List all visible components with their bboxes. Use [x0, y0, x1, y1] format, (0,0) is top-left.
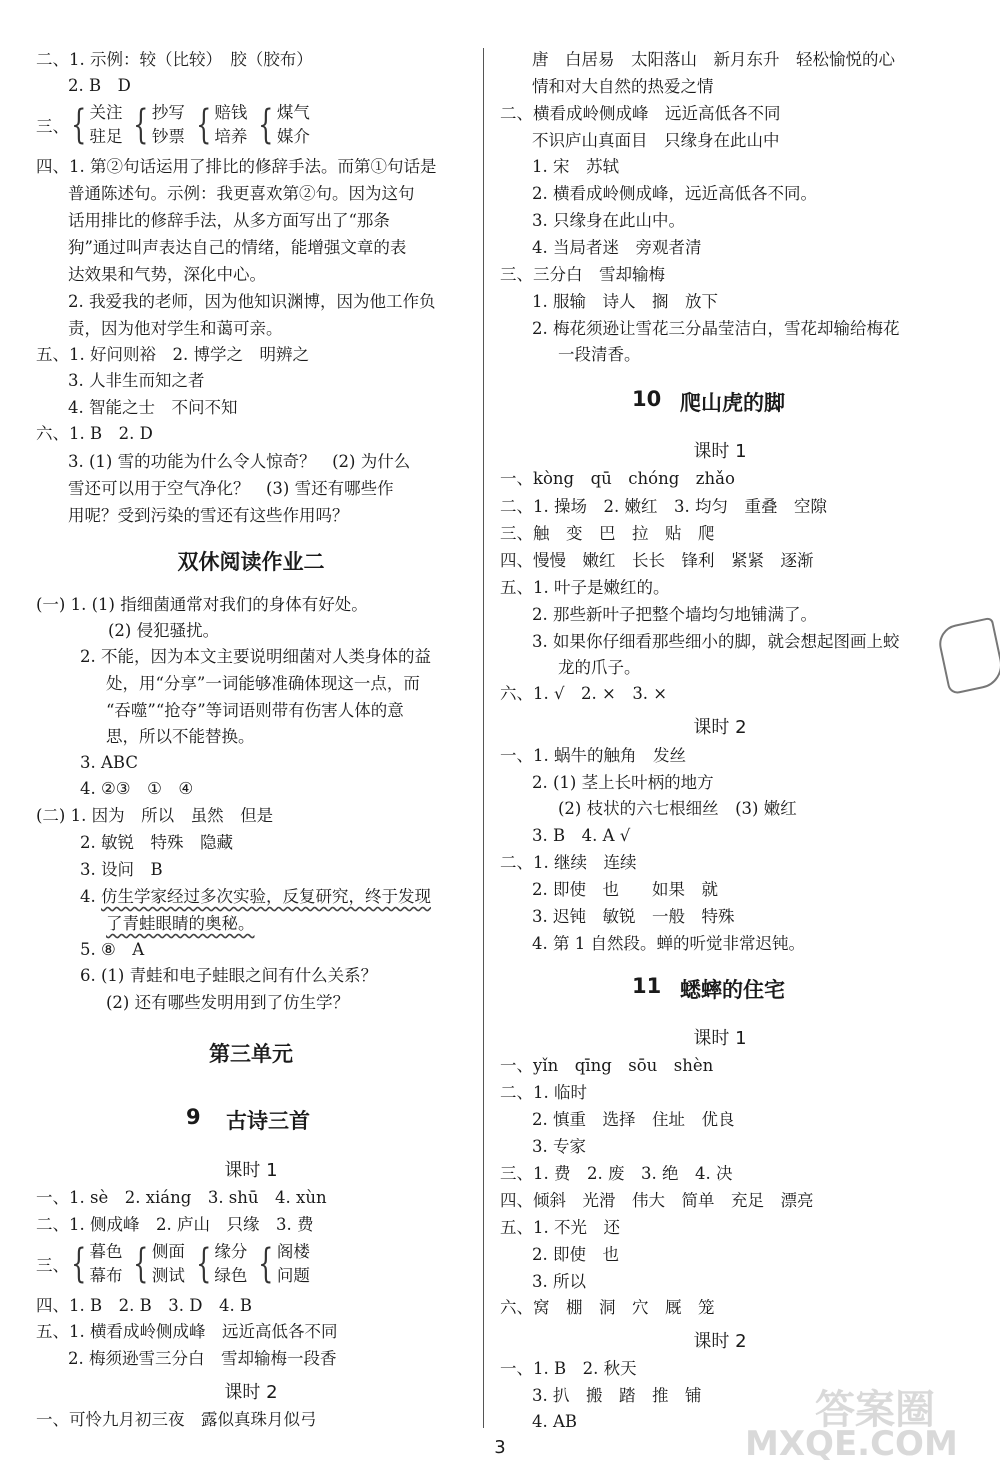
- answer-line: 话用排比的修辞手法，从多方面写出了“那条: [68, 211, 390, 230]
- word: 钞票: [151, 127, 185, 146]
- answer-line: 2. 梅须逊雪三分白 雪却输梅一段香: [68, 1349, 337, 1368]
- answer-line: 五、1. 不光 还: [500, 1218, 620, 1237]
- answer-line: 六、窝 棚 洞 穴 厩 笼: [500, 1298, 715, 1317]
- answer-line: 五、1. 横看成岭侧成峰 远近高低各不同: [36, 1322, 338, 1341]
- brace-icon: {: [71, 1241, 87, 1287]
- answer-line: 四、倾斜 光滑 伟大 简单 充足 漂亮: [500, 1191, 814, 1210]
- word: 侧面: [151, 1242, 185, 1261]
- answer-line: 2. B D: [68, 76, 131, 95]
- answer-line: (2) 侵犯骚扰。: [108, 621, 220, 640]
- answer-line: 一、kòng qū chóng zhǎo: [500, 469, 735, 488]
- answer-line: 六、1. √ 2. × 3. ×: [500, 684, 668, 703]
- answer-line: (2) 还有哪些发明用到了仿生学？: [106, 993, 350, 1012]
- answer-line: 二、1. 示例：较（比较） 胶（胶布）: [36, 50, 313, 69]
- answer-line: 二、1. 操场 2. 嫩红 3. 均匀 重叠 空隙: [500, 497, 827, 516]
- word: 培养: [214, 127, 248, 146]
- answer-line: 四、1. B 2. B 3. D 4. B: [36, 1296, 253, 1315]
- answer-line: 2. 敏锐 特殊 隐藏: [80, 833, 233, 852]
- lesson-title: 爬山虎的脚: [680, 391, 785, 415]
- answer-line: (一) 1. (1) 指细菌通常对我们的身体有好处。: [36, 595, 368, 614]
- word-pair: [152, 101, 185, 149]
- answer-line: 4. 第 1 自然段。蝉的听觉非常迟钝。: [532, 934, 805, 953]
- answer-line: (2) 枝状的六七根细丝 (3) 嫩红: [558, 799, 797, 818]
- word: 绿色: [214, 1266, 248, 1285]
- word-pair: [214, 101, 247, 149]
- item-label: 三、: [36, 1256, 69, 1275]
- word-pair: [277, 101, 310, 149]
- brace-icon: {: [195, 1241, 212, 1287]
- answer-line: 达效果和气势，深化中心。: [68, 265, 266, 284]
- answer-line: 4. 当局者迷 旁观者清: [532, 238, 702, 257]
- word: 驻足: [89, 127, 123, 146]
- answer-line: 思，所以不能替换。: [106, 727, 255, 746]
- lesson-period-heading: 课时 2: [693, 1331, 747, 1352]
- answer-line: 责，因为他对学生和蔼可亲。: [68, 319, 283, 338]
- lesson-period-heading: 课时 1: [693, 1028, 747, 1049]
- answer-line: 2. 我爱我的老师，因为他知识渊博，因为他工作负: [68, 292, 436, 311]
- answer-line: 一段清香。: [558, 345, 641, 364]
- answer-line: 唐 白居易 太阳落山 新月东升 轻松愉悦的心: [532, 50, 895, 69]
- answer-line: 3. 所以: [532, 1272, 586, 1291]
- answer-line: 3. ABC: [80, 753, 138, 772]
- answer-line: 五、1. 好问则裕 2. 博学之 明辨之: [36, 345, 309, 364]
- brace-group-word-pairs: [36, 101, 316, 149]
- answer-line: 五、1. 叶子是嫩红的。: [500, 578, 670, 597]
- answer-line: 二、1. 临时: [500, 1083, 587, 1102]
- column-divider: [483, 48, 484, 1428]
- stamp-logo-icon: [936, 617, 1000, 696]
- brace-group-word-pairs: [36, 1240, 316, 1288]
- word-pair: [152, 1240, 185, 1288]
- answer-line: 情和对大自然的热爱之情: [532, 77, 714, 96]
- watermark-url: MXQE.COM: [745, 1424, 958, 1464]
- word-pair: [277, 1240, 310, 1288]
- answer-line: 4. 智能之士 不问不知: [68, 398, 238, 417]
- lesson-number: 11: [632, 974, 662, 998]
- answer-line: 3. 专家: [532, 1137, 586, 1156]
- answer-line: 4. ②③ ① ④: [80, 779, 194, 798]
- word: 抄写: [151, 103, 185, 122]
- answer-line: 一、可怜九月初三夜 露似真珠月似弓: [36, 1410, 317, 1429]
- answer-line: 2. 不能，因为本文主要说明细菌对人类身体的益: [80, 647, 431, 666]
- answer-line: 六、1. B 2. D: [36, 424, 153, 443]
- answer-line: 三、触 变 巴 拉 贴 爬: [500, 524, 715, 543]
- answer-line: [106, 912, 255, 936]
- page-number: 3: [494, 1437, 506, 1458]
- brace-icon: {: [133, 1241, 149, 1287]
- answer-line: 1. 服输 诗人 搁 放下: [532, 292, 718, 311]
- lesson-period-heading: 课时 1: [693, 441, 747, 462]
- answer-line: 3. B 4. A √: [532, 826, 631, 845]
- answer-line: 3. 人非生而知之者: [68, 371, 205, 390]
- answer-line: 一、1. sè 2. xiáng 3. shū 4. xùn: [36, 1188, 327, 1207]
- answer-line: 四、慢慢 嫩红 长长 锋利 紧紧 逐渐: [500, 551, 814, 570]
- answer-line: 3. 如果你仔细看那些细小的脚，就会想起图画上蛟: [532, 632, 900, 651]
- brace-icon: {: [258, 102, 274, 148]
- answer-line: 三、1. 费 2. 废 3. 绝 4. 决: [500, 1164, 733, 1183]
- word: 缘分: [214, 1242, 248, 1261]
- word-pair: [89, 101, 122, 149]
- answer-line: 处，用“分享”一词能够准确体现这一点，而: [106, 674, 420, 693]
- brace-icon: {: [258, 1241, 274, 1287]
- word-pair: [89, 1240, 122, 1288]
- answer-line: 一、yǐn qīng sōu shèn: [500, 1056, 714, 1075]
- lesson-period-heading: 课时 1: [224, 1160, 278, 1181]
- answer-line: 用呢？受到污染的雪还有这些作用吗？: [68, 506, 349, 525]
- lesson-number: 10: [632, 387, 662, 411]
- answer-line: “吞噬”“抢夺”等词语则带有伤害人体的意: [106, 701, 404, 720]
- word: 赔钱: [214, 103, 248, 122]
- underlined-answer: 了青蛙眼睛的奥秘。: [106, 914, 255, 933]
- item-number: 4.: [80, 887, 101, 906]
- unit-heading: 第三单元: [209, 1042, 293, 1066]
- lesson-title: 蟋蟀的住宅: [680, 978, 785, 1002]
- answer-line: 龙的爪子。: [558, 658, 641, 677]
- answer-line: 6. (1) 青蛙和电子蛙眼之间有什么关系？: [80, 966, 378, 985]
- lesson-period-heading: 课时 2: [224, 1382, 278, 1403]
- answer-line: 二、1. 侧成峰 2. 庐山 只缘 3. 费: [36, 1215, 314, 1234]
- watermark-logo: 答案圈: [815, 1387, 935, 1433]
- answer-line: 四、1. 第②句话运用了排比的修辞手法。而第①句话是: [36, 157, 437, 176]
- brace-icon: {: [133, 102, 149, 148]
- answer-line: 2. 那些新叶子把整个墙均匀地铺满了。: [532, 605, 817, 624]
- underlined-answer: 仿生学家经过多次实验，反复研究，终于发现: [101, 887, 431, 906]
- word-pair: [214, 1240, 247, 1288]
- answer-line: 3. 扒 搬 踏 推 铺: [532, 1386, 702, 1405]
- word: 暮色: [89, 1242, 123, 1261]
- answer-line: (二) 1. 因为 所以 虽然 但是: [36, 806, 274, 825]
- lesson-period-heading: 课时 2: [693, 717, 747, 738]
- answer-line: 二、1. 继续 连续: [500, 853, 637, 872]
- word: 幕布: [89, 1266, 123, 1285]
- item-label: 三、: [36, 117, 69, 136]
- lesson-number: 9: [186, 1105, 201, 1129]
- word: 媒介: [276, 127, 310, 146]
- answer-line: 狗”通过叫声表达自己的情绪，能增强文章的表: [68, 238, 407, 257]
- answer-line: 5. ⑧ A: [80, 940, 145, 959]
- answer-line: 1. 宋 苏轼: [532, 157, 619, 176]
- answer-line: [80, 885, 431, 909]
- answer-line: 4. AB: [532, 1412, 578, 1431]
- answer-line: 一、1. 蜗牛的触角 发丝: [500, 746, 686, 765]
- answer-line: 2. 即使 也: [532, 1245, 619, 1264]
- lesson-title: 古诗三首: [226, 1109, 310, 1133]
- answer-line: 3. 迟钝 敏锐 一般 特殊: [532, 907, 735, 926]
- answer-line: 2. (1) 茎上长叶柄的地方: [532, 773, 714, 792]
- answer-line: 三、三分白 雪却输梅: [500, 265, 665, 284]
- answer-line: 2. 慎重 选择 住址 优良: [532, 1110, 735, 1129]
- answer-line: 2. 横看成岭侧成峰，远近高低各不同。: [532, 184, 817, 203]
- answer-line: 3. 只缘身在此山中。: [532, 211, 685, 230]
- brace-icon: {: [195, 102, 212, 148]
- answer-line: 普通陈述句。示例：我更喜欢第②句。因为这句: [68, 184, 415, 203]
- word: 煤气: [276, 103, 310, 122]
- word: 阁楼: [276, 1242, 310, 1261]
- word: 测试: [151, 1266, 185, 1285]
- answer-line: 一、1. B 2. 秋天: [500, 1359, 637, 1378]
- answer-line: 3. 设问 B: [80, 860, 163, 879]
- answer-line: 2. 即使 也 如果 就: [532, 880, 718, 899]
- word: 问题: [276, 1266, 310, 1285]
- section-heading: 双休阅读作业二: [177, 550, 325, 574]
- answer-line: 二、横看成岭侧成峰 远近高低各不同: [500, 104, 781, 123]
- brace-icon: {: [71, 102, 87, 148]
- word: 关注: [89, 103, 123, 122]
- answer-line: 雪还可以用于空气净化？ (3) 雪还有哪些作: [68, 479, 394, 498]
- answer-line: 3. (1) 雪的功能为什么令人惊奇？ (2) 为什么: [68, 452, 411, 471]
- answer-line: 2. 梅花须逊让雪花三分晶莹洁白，雪花却输给梅花: [532, 319, 900, 338]
- answer-line: 不识庐山真面目 只缘身在此山中: [532, 131, 780, 150]
